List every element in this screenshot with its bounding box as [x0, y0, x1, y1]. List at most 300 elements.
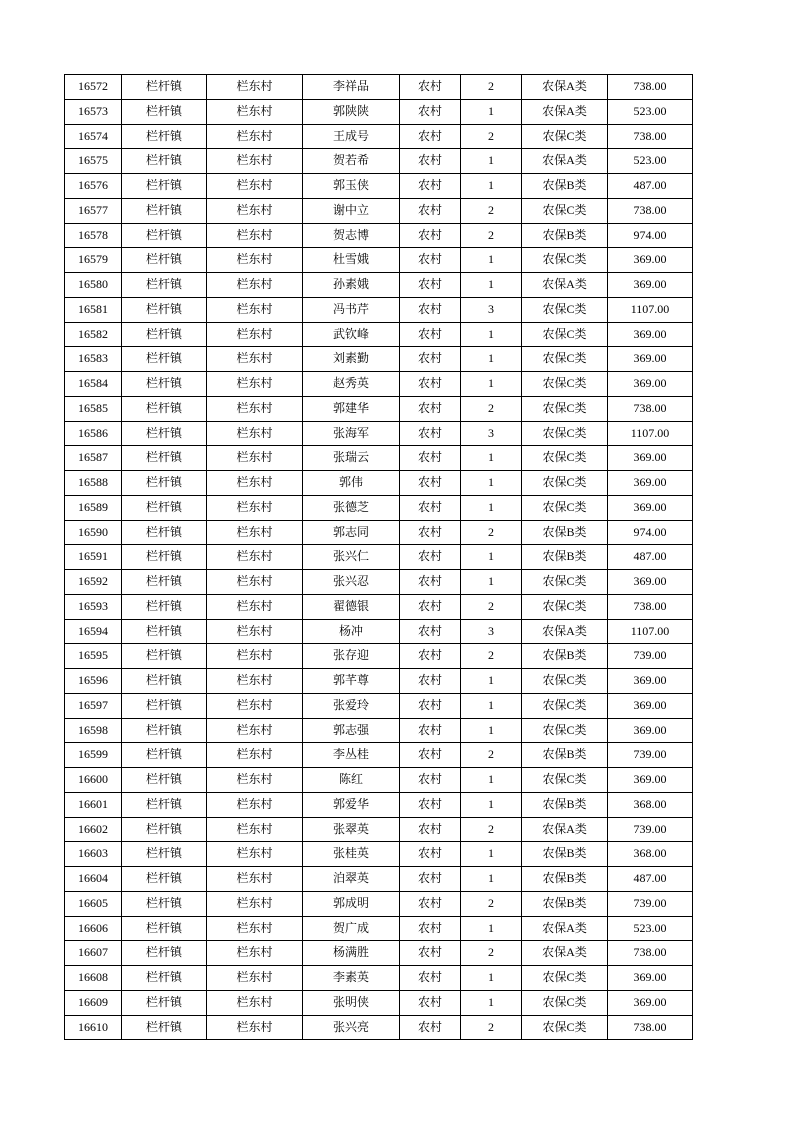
cell-type: 农村	[400, 471, 461, 496]
table-row	[65, 1015, 693, 1040]
cell-name: 陈红	[303, 768, 400, 793]
cell-id: 16594	[65, 619, 122, 644]
cell-village: 栏东村	[207, 149, 303, 174]
cell-count: 1	[461, 471, 522, 496]
cell-count: 1	[461, 99, 522, 124]
cell-type: 农村	[400, 248, 461, 273]
cell-amount: 738.00	[608, 198, 693, 223]
cell-village: 栏东村	[207, 817, 303, 842]
cell-category: 农保B类	[522, 545, 608, 570]
cell-amount: 738.00	[608, 594, 693, 619]
cell-village: 栏东村	[207, 495, 303, 520]
cell-count: 1	[461, 446, 522, 471]
cell-name: 冯书芹	[303, 297, 400, 322]
cell-amount: 369.00	[608, 347, 693, 372]
cell-category: 农保C类	[522, 669, 608, 694]
table-body	[65, 75, 693, 1040]
table-row	[65, 198, 693, 223]
cell-name: 贺若希	[303, 149, 400, 174]
cell-type: 农村	[400, 297, 461, 322]
cell-count: 1	[461, 669, 522, 694]
cell-id: 16607	[65, 941, 122, 966]
cell-town: 栏杆镇	[122, 322, 207, 347]
table-row	[65, 990, 693, 1015]
cell-amount: 487.00	[608, 174, 693, 199]
cell-name: 杨满胜	[303, 941, 400, 966]
cell-type: 农村	[400, 322, 461, 347]
cell-name: 张兴亮	[303, 1015, 400, 1040]
cell-town: 栏杆镇	[122, 768, 207, 793]
cell-count: 1	[461, 174, 522, 199]
cell-count: 2	[461, 396, 522, 421]
cell-category: 农保B类	[522, 792, 608, 817]
cell-id: 16585	[65, 396, 122, 421]
cell-id: 16609	[65, 990, 122, 1015]
cell-village: 栏东村	[207, 446, 303, 471]
cell-name: 郭建华	[303, 396, 400, 421]
cell-category: 农保C类	[522, 495, 608, 520]
cell-town: 栏杆镇	[122, 545, 207, 570]
cell-amount: 369.00	[608, 273, 693, 298]
cell-count: 2	[461, 941, 522, 966]
cell-village: 栏东村	[207, 322, 303, 347]
cell-name: 郭玉侠	[303, 174, 400, 199]
cell-count: 1	[461, 768, 522, 793]
cell-name: 张桂英	[303, 842, 400, 867]
table-row	[65, 693, 693, 718]
cell-amount: 739.00	[608, 891, 693, 916]
cell-name: 李丛桂	[303, 743, 400, 768]
cell-name: 武钦峰	[303, 322, 400, 347]
cell-category: 农保C类	[522, 297, 608, 322]
cell-town: 栏杆镇	[122, 174, 207, 199]
cell-id: 16575	[65, 149, 122, 174]
cell-type: 农村	[400, 891, 461, 916]
cell-village: 栏东村	[207, 174, 303, 199]
cell-town: 栏杆镇	[122, 421, 207, 446]
cell-id: 16608	[65, 966, 122, 991]
cell-name: 杜雪娥	[303, 248, 400, 273]
cell-town: 栏杆镇	[122, 198, 207, 223]
table-row	[65, 966, 693, 991]
cell-village: 栏东村	[207, 867, 303, 892]
table-row	[65, 619, 693, 644]
cell-village: 栏东村	[207, 520, 303, 545]
cell-category: 农保C类	[522, 990, 608, 1015]
cell-town: 栏杆镇	[122, 1015, 207, 1040]
cell-name: 李素英	[303, 966, 400, 991]
cell-name: 贺广成	[303, 916, 400, 941]
benefits-table	[64, 74, 693, 1040]
cell-village: 栏东村	[207, 273, 303, 298]
cell-name: 张德芝	[303, 495, 400, 520]
cell-town: 栏杆镇	[122, 149, 207, 174]
cell-id: 16578	[65, 223, 122, 248]
cell-count: 1	[461, 347, 522, 372]
cell-type: 农村	[400, 966, 461, 991]
cell-category: 农保C类	[522, 693, 608, 718]
cell-type: 农村	[400, 867, 461, 892]
cell-count: 1	[461, 693, 522, 718]
cell-village: 栏东村	[207, 842, 303, 867]
cell-id: 16577	[65, 198, 122, 223]
cell-town: 栏杆镇	[122, 347, 207, 372]
table-row	[65, 223, 693, 248]
cell-id: 16602	[65, 817, 122, 842]
cell-id: 16599	[65, 743, 122, 768]
table-row	[65, 421, 693, 446]
cell-town: 栏杆镇	[122, 570, 207, 595]
cell-amount: 369.00	[608, 322, 693, 347]
cell-town: 栏杆镇	[122, 594, 207, 619]
cell-amount: 368.00	[608, 792, 693, 817]
cell-town: 栏杆镇	[122, 916, 207, 941]
table-row	[65, 520, 693, 545]
table-row	[65, 495, 693, 520]
cell-type: 农村	[400, 99, 461, 124]
cell-amount: 369.00	[608, 966, 693, 991]
cell-category: 农保C类	[522, 570, 608, 595]
cell-count: 3	[461, 619, 522, 644]
cell-id: 16597	[65, 693, 122, 718]
cell-count: 2	[461, 75, 522, 100]
cell-type: 农村	[400, 421, 461, 446]
cell-name: 谢中立	[303, 198, 400, 223]
cell-town: 栏杆镇	[122, 941, 207, 966]
table-row	[65, 248, 693, 273]
cell-category: 农保B类	[522, 644, 608, 669]
cell-type: 农村	[400, 174, 461, 199]
cell-category: 农保B类	[522, 867, 608, 892]
cell-amount: 369.00	[608, 446, 693, 471]
table-row	[65, 471, 693, 496]
cell-type: 农村	[400, 75, 461, 100]
cell-category: 农保A类	[522, 75, 608, 100]
cell-amount: 369.00	[608, 768, 693, 793]
cell-type: 农村	[400, 149, 461, 174]
cell-amount: 369.00	[608, 570, 693, 595]
cell-type: 农村	[400, 446, 461, 471]
cell-type: 农村	[400, 792, 461, 817]
cell-type: 农村	[400, 347, 461, 372]
cell-type: 农村	[400, 372, 461, 397]
cell-type: 农村	[400, 223, 461, 248]
cell-type: 农村	[400, 520, 461, 545]
cell-amount: 974.00	[608, 223, 693, 248]
cell-village: 栏东村	[207, 891, 303, 916]
cell-amount: 738.00	[608, 941, 693, 966]
cell-type: 农村	[400, 594, 461, 619]
cell-village: 栏东村	[207, 644, 303, 669]
cell-count: 1	[461, 495, 522, 520]
cell-count: 2	[461, 520, 522, 545]
cell-count: 1	[461, 248, 522, 273]
cell-count: 2	[461, 198, 522, 223]
cell-id: 16586	[65, 421, 122, 446]
cell-id: 16580	[65, 273, 122, 298]
cell-count: 2	[461, 223, 522, 248]
cell-town: 栏杆镇	[122, 471, 207, 496]
cell-category: 农保A类	[522, 99, 608, 124]
cell-town: 栏杆镇	[122, 75, 207, 100]
cell-name: 郭伟	[303, 471, 400, 496]
cell-amount: 523.00	[608, 99, 693, 124]
table-row	[65, 347, 693, 372]
cell-village: 栏东村	[207, 718, 303, 743]
table-row	[65, 768, 693, 793]
cell-count: 2	[461, 891, 522, 916]
cell-amount: 369.00	[608, 718, 693, 743]
cell-town: 栏杆镇	[122, 396, 207, 421]
cell-count: 1	[461, 916, 522, 941]
cell-town: 栏杆镇	[122, 619, 207, 644]
cell-village: 栏东村	[207, 743, 303, 768]
cell-village: 栏东村	[207, 916, 303, 941]
cell-category: 农保C类	[522, 768, 608, 793]
cell-amount: 1107.00	[608, 421, 693, 446]
cell-amount: 1107.00	[608, 619, 693, 644]
cell-count: 2	[461, 743, 522, 768]
cell-id: 16592	[65, 570, 122, 595]
cell-category: 农保B类	[522, 842, 608, 867]
cell-village: 栏东村	[207, 297, 303, 322]
table-row	[65, 941, 693, 966]
cell-category: 农保C类	[522, 446, 608, 471]
cell-name: 张海军	[303, 421, 400, 446]
cell-amount: 369.00	[608, 471, 693, 496]
cell-amount: 738.00	[608, 1015, 693, 1040]
table-row	[65, 174, 693, 199]
cell-id: 16589	[65, 495, 122, 520]
cell-name: 贺志博	[303, 223, 400, 248]
table-row	[65, 322, 693, 347]
cell-id: 16574	[65, 124, 122, 149]
cell-village: 栏东村	[207, 570, 303, 595]
table-row	[65, 916, 693, 941]
cell-category: 农保C类	[522, 1015, 608, 1040]
cell-id: 16610	[65, 1015, 122, 1040]
cell-count: 1	[461, 842, 522, 867]
cell-id: 16576	[65, 174, 122, 199]
cell-village: 栏东村	[207, 545, 303, 570]
cell-count: 1	[461, 322, 522, 347]
cell-category: 农保C类	[522, 124, 608, 149]
cell-count: 2	[461, 817, 522, 842]
cell-category: 农保C类	[522, 372, 608, 397]
cell-name: 泊翠英	[303, 867, 400, 892]
cell-amount: 738.00	[608, 75, 693, 100]
cell-amount: 1107.00	[608, 297, 693, 322]
cell-category: 农保A类	[522, 273, 608, 298]
cell-town: 栏杆镇	[122, 520, 207, 545]
cell-name: 李祥品	[303, 75, 400, 100]
cell-count: 2	[461, 644, 522, 669]
cell-category: 农保B类	[522, 891, 608, 916]
cell-town: 栏杆镇	[122, 124, 207, 149]
cell-count: 1	[461, 570, 522, 595]
table-row	[65, 99, 693, 124]
cell-type: 农村	[400, 817, 461, 842]
cell-count: 3	[461, 421, 522, 446]
cell-name: 孙素娥	[303, 273, 400, 298]
cell-name: 赵秀英	[303, 372, 400, 397]
cell-category: 农保C类	[522, 248, 608, 273]
cell-category: 农保C类	[522, 421, 608, 446]
table-row	[65, 75, 693, 100]
cell-category: 农保B类	[522, 743, 608, 768]
cell-type: 农村	[400, 273, 461, 298]
cell-id: 16590	[65, 520, 122, 545]
cell-name: 郭志同	[303, 520, 400, 545]
cell-amount: 974.00	[608, 520, 693, 545]
table-row	[65, 570, 693, 595]
table-row	[65, 149, 693, 174]
cell-id: 16572	[65, 75, 122, 100]
cell-village: 栏东村	[207, 223, 303, 248]
cell-type: 农村	[400, 124, 461, 149]
cell-id: 16583	[65, 347, 122, 372]
cell-village: 栏东村	[207, 792, 303, 817]
cell-town: 栏杆镇	[122, 297, 207, 322]
cell-amount: 369.00	[608, 693, 693, 718]
cell-category: 农保B类	[522, 174, 608, 199]
cell-id: 16579	[65, 248, 122, 273]
cell-category: 农保C类	[522, 347, 608, 372]
table-row	[65, 743, 693, 768]
cell-count: 1	[461, 372, 522, 397]
cell-amount: 369.00	[608, 248, 693, 273]
cell-type: 农村	[400, 396, 461, 421]
cell-type: 农村	[400, 570, 461, 595]
cell-town: 栏杆镇	[122, 495, 207, 520]
cell-category: 农保A类	[522, 149, 608, 174]
cell-town: 栏杆镇	[122, 273, 207, 298]
cell-village: 栏东村	[207, 471, 303, 496]
cell-village: 栏东村	[207, 124, 303, 149]
cell-id: 16587	[65, 446, 122, 471]
cell-town: 栏杆镇	[122, 867, 207, 892]
cell-count: 1	[461, 718, 522, 743]
cell-amount: 738.00	[608, 396, 693, 421]
table-row	[65, 891, 693, 916]
cell-village: 栏东村	[207, 372, 303, 397]
cell-name: 郭爱华	[303, 792, 400, 817]
table-row	[65, 446, 693, 471]
cell-category: 农保C类	[522, 966, 608, 991]
cell-count: 3	[461, 297, 522, 322]
cell-category: 农保A类	[522, 916, 608, 941]
cell-town: 栏杆镇	[122, 792, 207, 817]
cell-amount: 369.00	[608, 990, 693, 1015]
cell-village: 栏东村	[207, 966, 303, 991]
cell-type: 农村	[400, 619, 461, 644]
cell-name: 张翠英	[303, 817, 400, 842]
cell-amount: 369.00	[608, 669, 693, 694]
cell-town: 栏杆镇	[122, 223, 207, 248]
cell-amount: 739.00	[608, 644, 693, 669]
cell-category: 农保C类	[522, 198, 608, 223]
table-row	[65, 792, 693, 817]
cell-count: 2	[461, 594, 522, 619]
cell-village: 栏东村	[207, 396, 303, 421]
cell-town: 栏杆镇	[122, 990, 207, 1015]
cell-town: 栏杆镇	[122, 644, 207, 669]
cell-count: 1	[461, 867, 522, 892]
cell-category: 农保A类	[522, 941, 608, 966]
cell-category: 农保C类	[522, 594, 608, 619]
cell-category: 农保A类	[522, 817, 608, 842]
cell-count: 1	[461, 149, 522, 174]
cell-town: 栏杆镇	[122, 743, 207, 768]
cell-name: 王成号	[303, 124, 400, 149]
table-row	[65, 372, 693, 397]
cell-village: 栏东村	[207, 421, 303, 446]
cell-town: 栏杆镇	[122, 446, 207, 471]
table-row	[65, 396, 693, 421]
cell-id: 16584	[65, 372, 122, 397]
cell-name: 郭成明	[303, 891, 400, 916]
cell-amount: 739.00	[608, 817, 693, 842]
cell-type: 农村	[400, 669, 461, 694]
cell-count: 1	[461, 792, 522, 817]
cell-id: 16603	[65, 842, 122, 867]
cell-amount: 487.00	[608, 545, 693, 570]
table-row	[65, 842, 693, 867]
cell-town: 栏杆镇	[122, 99, 207, 124]
table-row	[65, 124, 693, 149]
cell-village: 栏东村	[207, 669, 303, 694]
cell-village: 栏东村	[207, 75, 303, 100]
cell-count: 1	[461, 990, 522, 1015]
cell-id: 16604	[65, 867, 122, 892]
cell-town: 栏杆镇	[122, 891, 207, 916]
cell-village: 栏东村	[207, 198, 303, 223]
cell-category: 农保B类	[522, 520, 608, 545]
cell-type: 农村	[400, 768, 461, 793]
cell-village: 栏东村	[207, 99, 303, 124]
cell-name: 郭陕陕	[303, 99, 400, 124]
cell-amount: 487.00	[608, 867, 693, 892]
cell-type: 农村	[400, 495, 461, 520]
cell-amount: 738.00	[608, 124, 693, 149]
cell-type: 农村	[400, 718, 461, 743]
cell-amount: 523.00	[608, 916, 693, 941]
cell-town: 栏杆镇	[122, 372, 207, 397]
cell-name: 郭志强	[303, 718, 400, 743]
cell-town: 栏杆镇	[122, 817, 207, 842]
cell-name: 张兴仁	[303, 545, 400, 570]
cell-type: 农村	[400, 693, 461, 718]
cell-village: 栏东村	[207, 768, 303, 793]
cell-amount: 739.00	[608, 743, 693, 768]
cell-town: 栏杆镇	[122, 693, 207, 718]
cell-name: 杨冲	[303, 619, 400, 644]
cell-category: 农保C类	[522, 322, 608, 347]
cell-town: 栏杆镇	[122, 842, 207, 867]
table-row	[65, 718, 693, 743]
cell-id: 16588	[65, 471, 122, 496]
table-row	[65, 594, 693, 619]
cell-village: 栏东村	[207, 347, 303, 372]
cell-count: 2	[461, 1015, 522, 1040]
cell-category: 农保C类	[522, 471, 608, 496]
cell-village: 栏东村	[207, 941, 303, 966]
cell-name: 张兴忍	[303, 570, 400, 595]
cell-name: 张爱玲	[303, 693, 400, 718]
cell-type: 农村	[400, 198, 461, 223]
cell-amount: 369.00	[608, 495, 693, 520]
cell-count: 1	[461, 273, 522, 298]
